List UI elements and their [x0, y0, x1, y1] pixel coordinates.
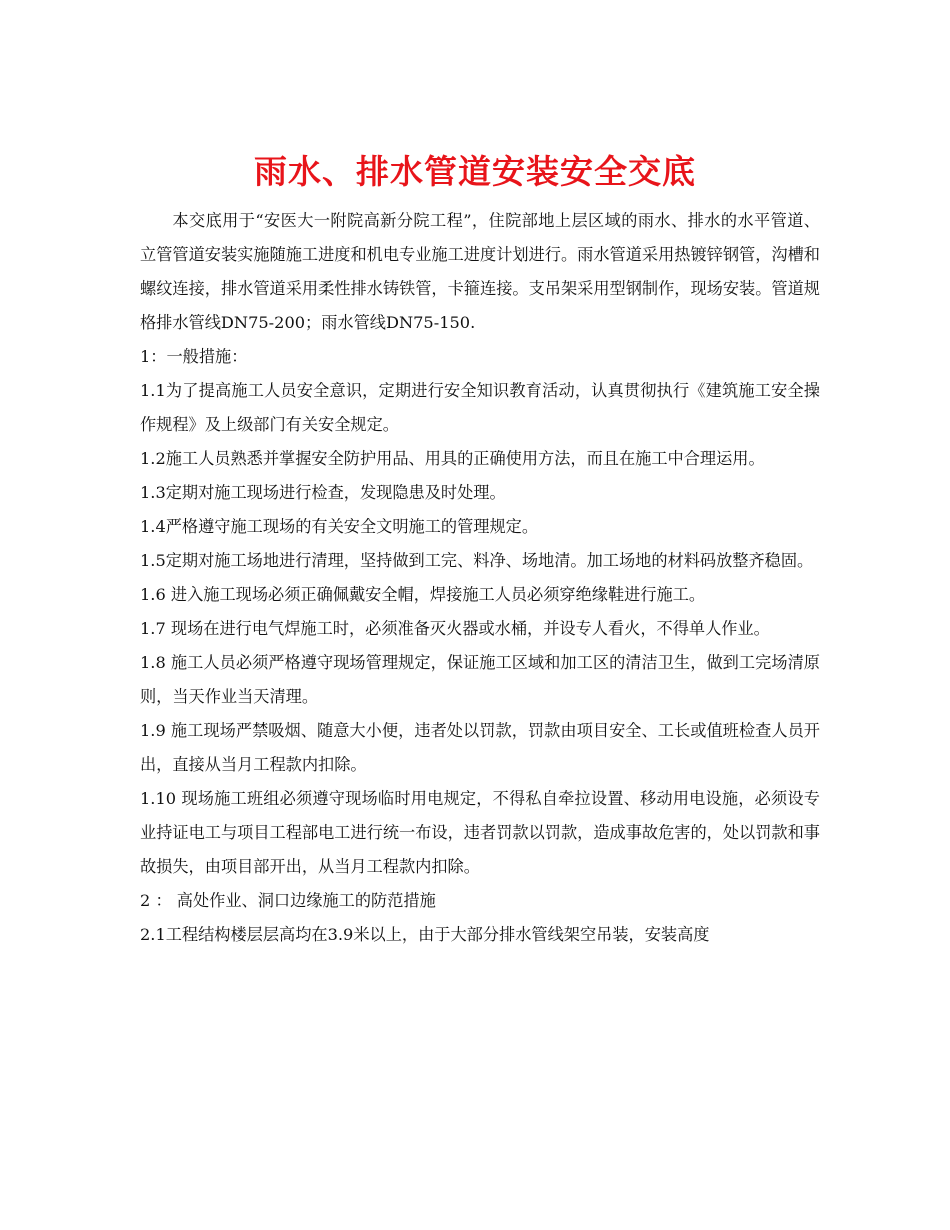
document-title: 雨水、排水管道安装安全交底: [254, 152, 696, 192]
paragraph: 1.8 施工人员必须严格遵守现场管理规定，保证施工区域和加工区的清洁卫生，做到工完场清原则，当天作业当天清理。: [140, 653, 820, 706]
paragraph: 1.4严格遵守施工现场的有关安全文明施工的管理规定。: [140, 517, 539, 536]
paragraph: 1.7 现场在进行电气焊施工时，必须准备灭火器或水桶，并设专人看火，不得单人作业。: [140, 619, 770, 638]
paragraph: 1.1为了提高施工人员安全意识，定期进行安全知识教育活动，认真贯彻执行《建筑施工安全操作规程》及上级部门有关安全规定。: [140, 381, 820, 434]
paragraph: 1.2施工人员熟悉并掌握安全防护用品、用具的正确使用方法，而且在施工中合理运用。: [140, 449, 765, 468]
paragraph: 1.10 现场施工班组必须遵守现场临时用电规定，不得私自牵拉设置、移动用电设施，必须设专业持证电工与项目工程部电工进行统一布设，违者罚款以罚款，造成事故危害的，处以罚款和事故损失，由项目部开出，从当月工程款内扣除。: [140, 789, 820, 876]
paragraph: 2 ： 高处作业、洞口边缘施工的防范措施: [140, 891, 436, 910]
paragraph: 2.1工程结构楼层层高均在3.9米以上，由于大部分排水管线架空吊装，安装高度: [140, 925, 710, 944]
document-body: [140, 204, 820, 952]
paragraph: 1.5定期对施工场地进行清理，坚持做到工完、料净、场地清。加工场地的材料码放整齐稳固。: [140, 551, 814, 570]
paragraph: 1：一般措施：: [140, 347, 248, 366]
paragraph: 本交底用于“安医大一附院高新分院工程”，住院部地上层区域的雨水、排水的水平管道、立管管道安装实施随施工进度和机电专业施工进度计划进行。雨水管道采用热镀锌钢管，沟槽和螺纹连接，排水管道采用柔性排水铸铁管，卡箍连接。支吊架采用型钢制作，现场安装。管道规格排水管线DN75-200；雨水管线DN75-150.: [140, 211, 820, 332]
paragraph: 1.3定期对施工现场进行检查，发现隐患及时处理。: [140, 483, 506, 502]
paragraph: 1.6 进入施工现场必须正确佩戴安全帽，焊接施工人员必须穿绝缘鞋进行施工。: [140, 585, 706, 604]
paragraph: 1.9 施工现场严禁吸烟、随意大小便，违者处以罚款，罚款由项目安全、工长或值班检查人员开出，直接从当月工程款内扣除。: [140, 721, 820, 774]
